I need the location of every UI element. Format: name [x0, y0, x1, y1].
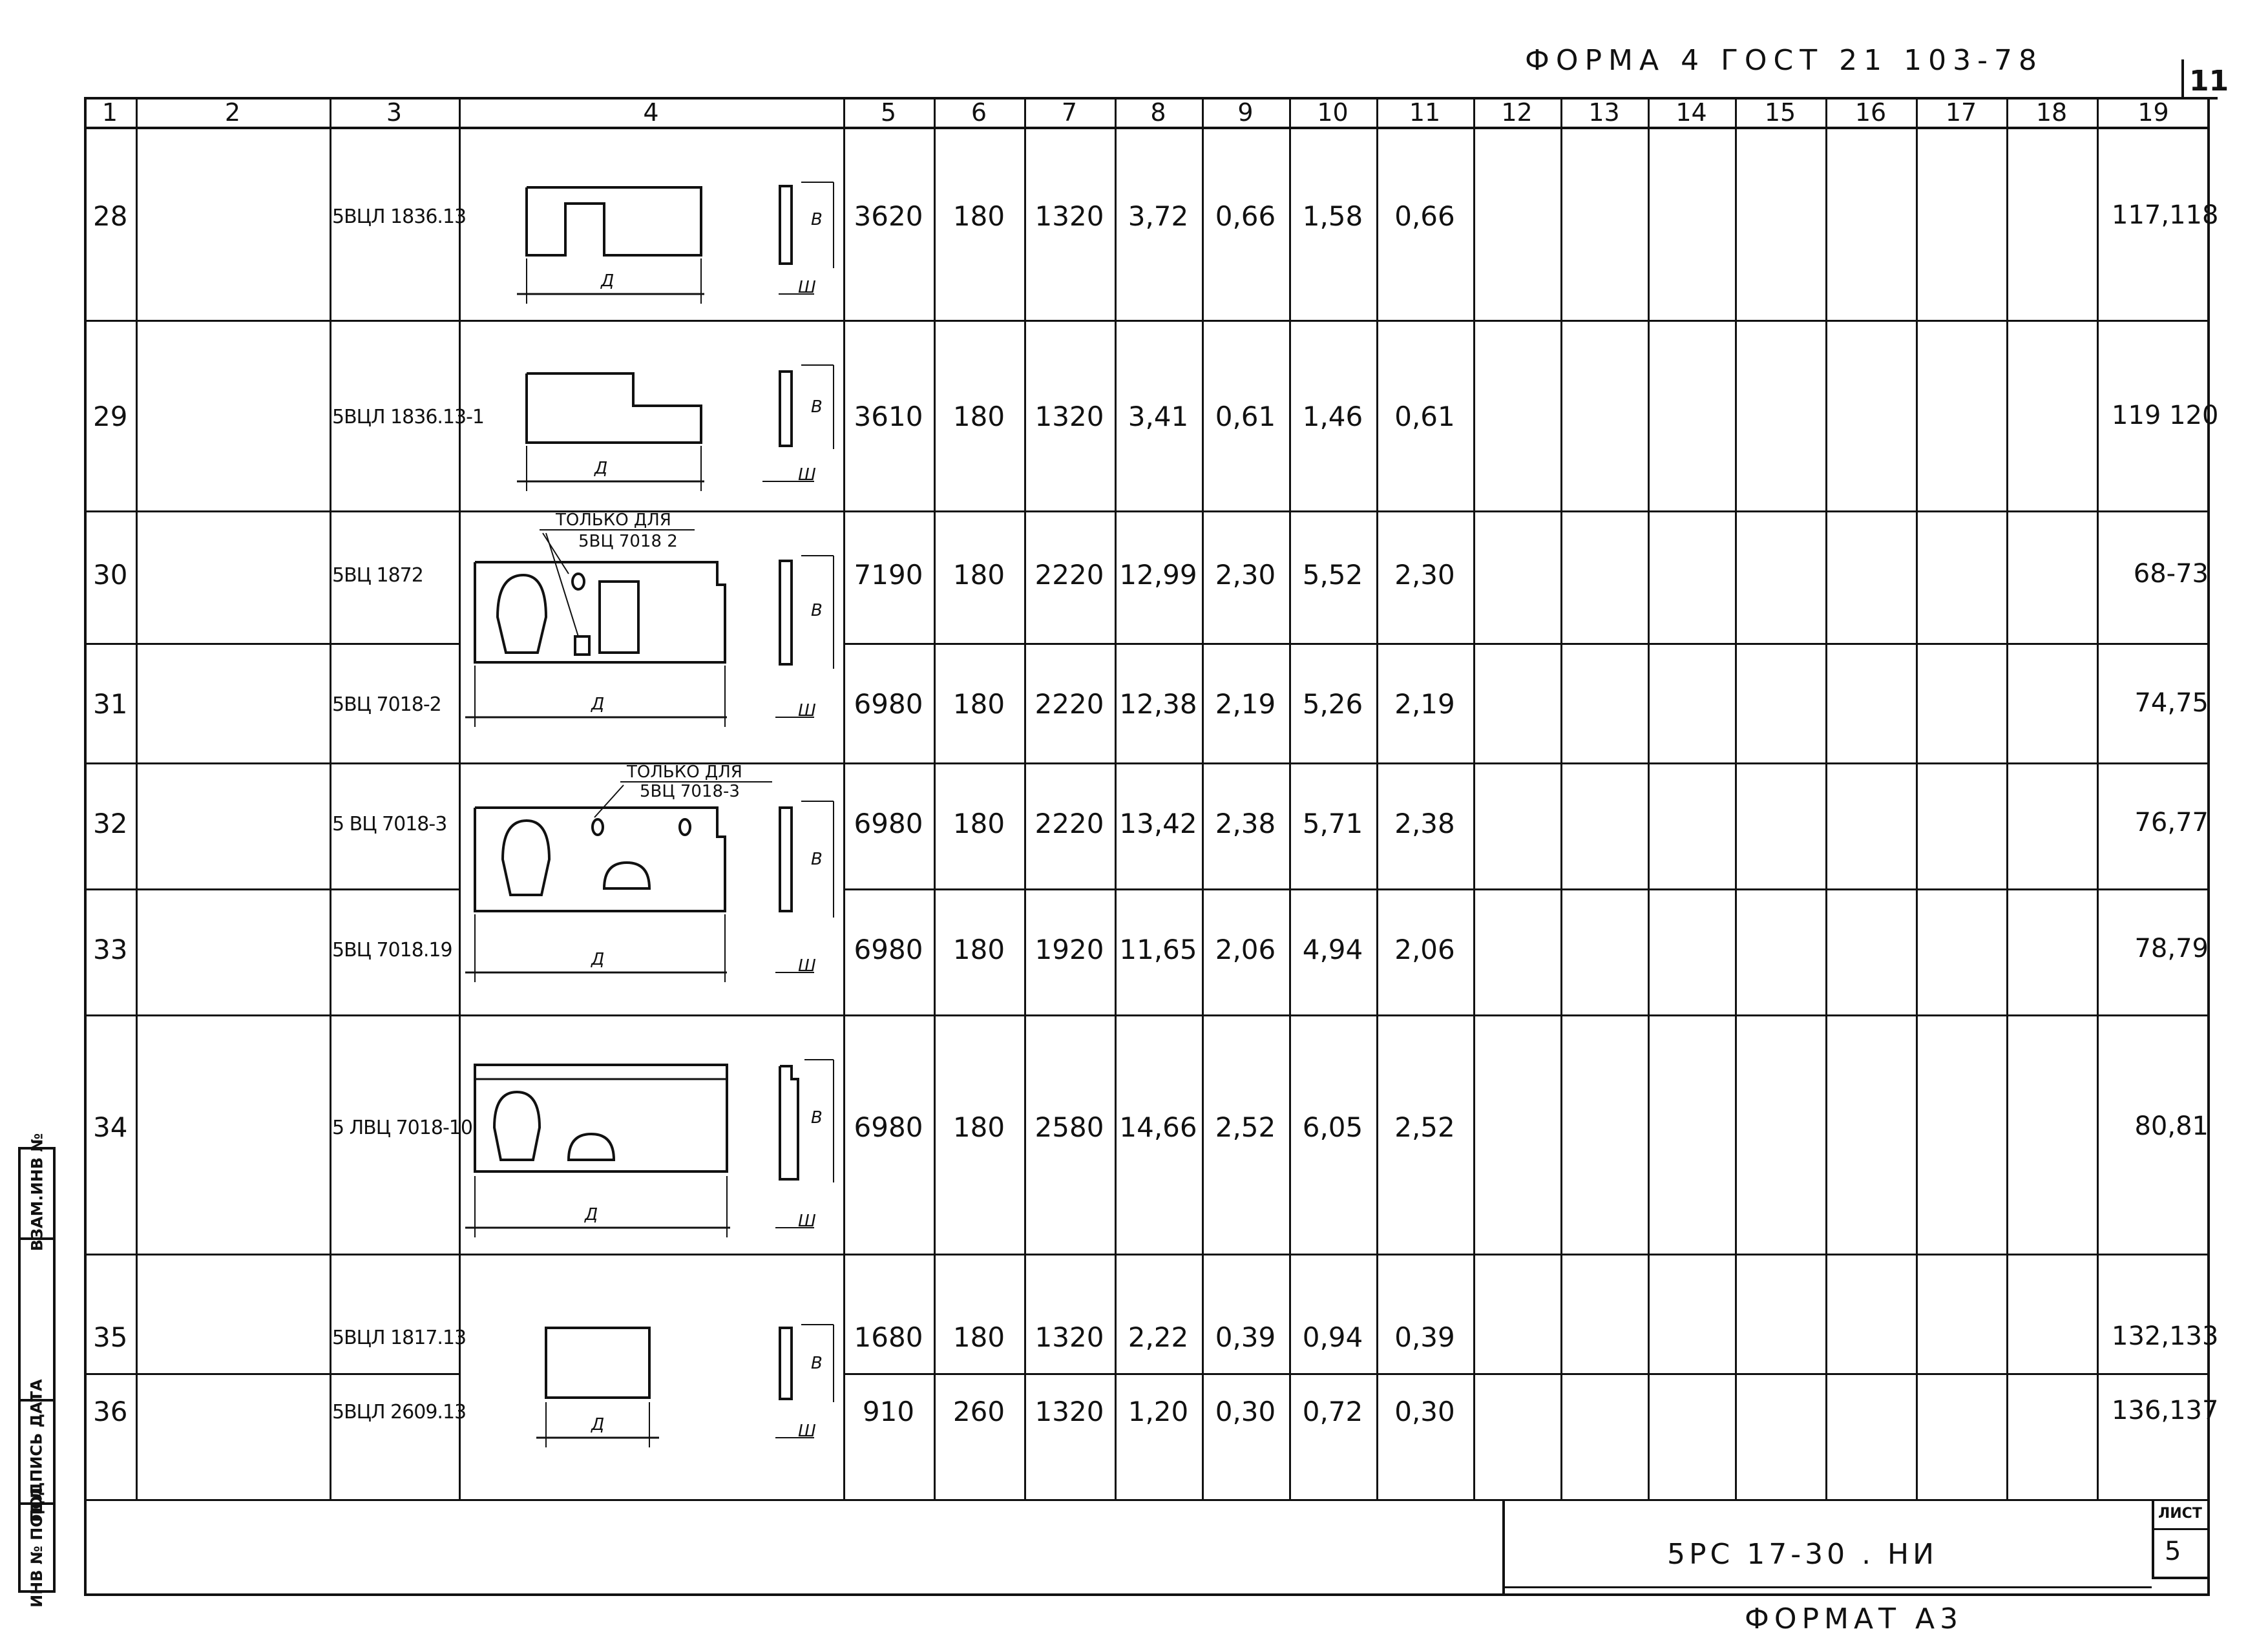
block-code: 5ВЦ 1872 — [332, 564, 423, 587]
block-code: 5ВЦЛ 1836.13-1 — [332, 406, 485, 428]
cell-c7: 2220 — [1034, 559, 1104, 591]
col-header-4: 4 — [643, 98, 659, 127]
sheet-refs: 132,133 — [2112, 1321, 2219, 1351]
cell-c6: 180 — [952, 401, 1005, 432]
col-header-2: 2 — [224, 98, 241, 127]
sheet-refs: 119 120 — [2112, 401, 2219, 430]
cell-c9: 2,38 — [1215, 808, 1276, 839]
dim-length-30: Д — [591, 695, 605, 714]
col-header-6: 6 — [971, 98, 987, 127]
row-number: 31 — [93, 688, 128, 720]
cell-c11: 2,38 — [1394, 808, 1455, 839]
col-header-14: 14 — [1675, 98, 1707, 127]
cell-c8: 14,66 — [1119, 1111, 1197, 1143]
cell-c8: 12,99 — [1119, 559, 1197, 591]
dim-width-31: Ш — [798, 701, 816, 720]
cell-c11: 0,61 — [1394, 401, 1455, 432]
cell-c5: 3610 — [854, 401, 923, 432]
sheet-number: 5 — [2165, 1537, 2181, 1566]
cell-c10: 1,58 — [1302, 200, 1363, 232]
dim-height-35: В — [811, 1354, 823, 1373]
cell-c7: 1320 — [1034, 401, 1104, 432]
cell-c11: 0,39 — [1394, 1321, 1455, 1353]
sheet-refs: 78,79 — [2134, 934, 2209, 963]
col-header-5: 5 — [880, 98, 897, 127]
cell-c10: 5,52 — [1302, 559, 1363, 591]
dim-length-35: Д — [591, 1415, 605, 1434]
cell-c10: 5,26 — [1302, 688, 1363, 720]
dim-length-29: Д — [594, 459, 608, 478]
col-header-7: 7 — [1061, 98, 1078, 127]
sheet-refs: 136,137 — [2112, 1396, 2219, 1425]
cell-c8: 2,22 — [1128, 1321, 1189, 1353]
col-header-15: 15 — [1764, 98, 1796, 127]
col-header-9: 9 — [1237, 98, 1254, 127]
cell-c8: 13,42 — [1119, 808, 1197, 839]
col-header-8: 8 — [1150, 98, 1166, 127]
dim-height-34: В — [811, 1108, 823, 1128]
col-header-3: 3 — [386, 98, 403, 127]
note-block-code-2: 5ВЦ 7018-3 — [640, 782, 740, 801]
cell-c5: 3620 — [854, 200, 923, 232]
cell-c9: 0,66 — [1215, 200, 1276, 232]
sketch-row-29 — [517, 365, 834, 491]
row-number: 29 — [93, 401, 128, 432]
cell-c6: 180 — [952, 200, 1005, 232]
cell-c9: 0,39 — [1215, 1321, 1276, 1353]
dim-height-32: В — [811, 850, 823, 869]
dim-width-34: Ш — [798, 1212, 816, 1231]
sketch-row-35-36 — [536, 1325, 834, 1447]
cell-c11: 2,06 — [1394, 934, 1455, 965]
cell-c10: 0,72 — [1302, 1396, 1363, 1427]
cell-c9: 2,06 — [1215, 934, 1276, 965]
side-stamp-vzam-inv: ВЗАМ.ИНВ № — [28, 1133, 46, 1252]
sketch-row-28 — [517, 182, 834, 304]
cell-c5: 7190 — [854, 559, 923, 591]
dim-width-29: Ш — [798, 465, 816, 485]
dim-length-34: Д — [585, 1205, 598, 1224]
cell-c8: 3,41 — [1128, 401, 1189, 432]
block-code: 5ВЦ 7018.19 — [332, 939, 452, 961]
sketch-row-32-33 — [465, 782, 834, 982]
cell-c8: 1,20 — [1128, 1396, 1189, 1427]
cell-c8: 3,72 — [1128, 200, 1189, 232]
cell-c5: 6980 — [854, 688, 923, 720]
document-code: 5РС 17-30 . НИ — [1667, 1538, 1938, 1571]
block-code: 5 ВЦ 7018-3 — [332, 813, 447, 835]
side-stamp-signature-date: ПОДПИСЬ ДАТА — [28, 1379, 47, 1522]
cell-c10: 4,94 — [1302, 934, 1363, 965]
cell-c6: 180 — [952, 559, 1005, 591]
sheet-refs: 80,81 — [2134, 1111, 2209, 1141]
col-header-11: 11 — [1409, 98, 1441, 127]
block-code: 5ВЦ 7018-2 — [332, 693, 441, 716]
note-only-for-1: ТОЛЬКО ДЛЯ — [556, 510, 671, 530]
cell-c5: 910 — [862, 1396, 915, 1427]
col-header-16: 16 — [1854, 98, 1887, 127]
dim-height-28: В — [811, 210, 823, 229]
row-number: 35 — [93, 1321, 128, 1353]
sheet-refs: 68-73 — [2133, 559, 2209, 589]
cell-c6: 180 — [952, 1111, 1005, 1143]
cell-c8: 11,65 — [1119, 934, 1197, 965]
cell-c6: 180 — [952, 934, 1005, 965]
dim-length-32: Д — [591, 950, 605, 969]
cell-c11: 2,30 — [1394, 559, 1455, 591]
cell-c11: 2,52 — [1394, 1111, 1455, 1143]
cell-c11: 2,19 — [1394, 688, 1455, 720]
cell-c7: 1320 — [1034, 1321, 1104, 1353]
col-header-10: 10 — [1317, 98, 1349, 127]
note-only-for-2: ТОЛЬКО ДЛЯ — [627, 762, 742, 782]
col-header-13: 13 — [1588, 98, 1620, 127]
row-number: 33 — [93, 934, 128, 965]
dim-width-33: Ш — [798, 956, 816, 976]
sheet-refs: 117,118 — [2112, 200, 2219, 230]
cell-c11: 0,66 — [1394, 200, 1455, 232]
cell-c7: 2220 — [1034, 688, 1104, 720]
col-header-17: 17 — [1945, 98, 1977, 127]
note-block-code-1: 5ВЦ 7018 2 — [578, 532, 678, 551]
row-number: 32 — [93, 808, 128, 839]
cell-c9: 0,61 — [1215, 401, 1276, 432]
cell-c9: 2,19 — [1215, 688, 1276, 720]
cell-c6: 180 — [952, 688, 1005, 720]
cell-c7: 1320 — [1034, 200, 1104, 232]
cell-c10: 0,94 — [1302, 1321, 1363, 1353]
side-stamp-inv-podl: ИНВ № ПОДЛ — [28, 1487, 47, 1608]
dim-length-28: Д — [601, 271, 614, 291]
dim-height-30: В — [811, 601, 823, 620]
sheet-refs: 76,77 — [2134, 808, 2209, 837]
sketch-row-30-31 — [465, 530, 834, 727]
block-code: 5 ЛВЦ 7018-10 — [332, 1117, 472, 1139]
form-code: ФОРМА 4 ГОСТ 21 103-78 — [1525, 44, 2043, 77]
cell-c7: 1320 — [1034, 1396, 1104, 1427]
col-header-19: 19 — [2137, 98, 2169, 127]
dim-width-36: Ш — [798, 1422, 816, 1441]
row-number: 30 — [93, 559, 128, 591]
col-header-1: 1 — [101, 98, 118, 127]
cell-c6: 260 — [952, 1396, 1005, 1427]
row-number: 36 — [93, 1396, 128, 1427]
row-number: 28 — [93, 200, 128, 232]
cell-c10: 1,46 — [1302, 401, 1363, 432]
cell-c11: 0,30 — [1394, 1396, 1455, 1427]
block-code: 5ВЦЛ 1836.13 — [332, 205, 467, 228]
cell-c10: 6,05 — [1302, 1111, 1363, 1143]
row-number: 34 — [93, 1111, 128, 1143]
sketch-row-34 — [465, 1060, 834, 1237]
cell-c9: 2,52 — [1215, 1111, 1276, 1143]
sheet-label: ЛИСТ — [2158, 1506, 2202, 1522]
paper-format: ФОРМАТ А3 — [1745, 1602, 1964, 1635]
cell-c5: 6980 — [854, 808, 923, 839]
cell-c7: 1920 — [1034, 934, 1104, 965]
block-code: 5ВЦЛ 1817.13 — [332, 1327, 467, 1349]
cell-c6: 180 — [952, 808, 1005, 839]
cell-c5: 6980 — [854, 1111, 923, 1143]
sheet-refs: 74,75 — [2134, 688, 2209, 718]
cell-c8: 12,38 — [1119, 688, 1197, 720]
cell-c10: 5,71 — [1302, 808, 1363, 839]
cell-c6: 180 — [952, 1321, 1005, 1353]
dim-width-28: Ш — [798, 278, 816, 297]
cell-c7: 2220 — [1034, 808, 1104, 839]
col-header-18: 18 — [2035, 98, 2068, 127]
cell-c9: 0,30 — [1215, 1396, 1276, 1427]
block-code: 5ВЦЛ 2609.13 — [332, 1401, 467, 1423]
cell-c5: 6980 — [854, 934, 923, 965]
dim-height-29: В — [811, 397, 823, 417]
col-header-12: 12 — [1501, 98, 1533, 127]
cell-c5: 1680 — [854, 1321, 923, 1353]
cell-c7: 2580 — [1034, 1111, 1104, 1143]
sheet-number-top: 11 — [2189, 65, 2229, 98]
cell-c9: 2,30 — [1215, 559, 1276, 591]
